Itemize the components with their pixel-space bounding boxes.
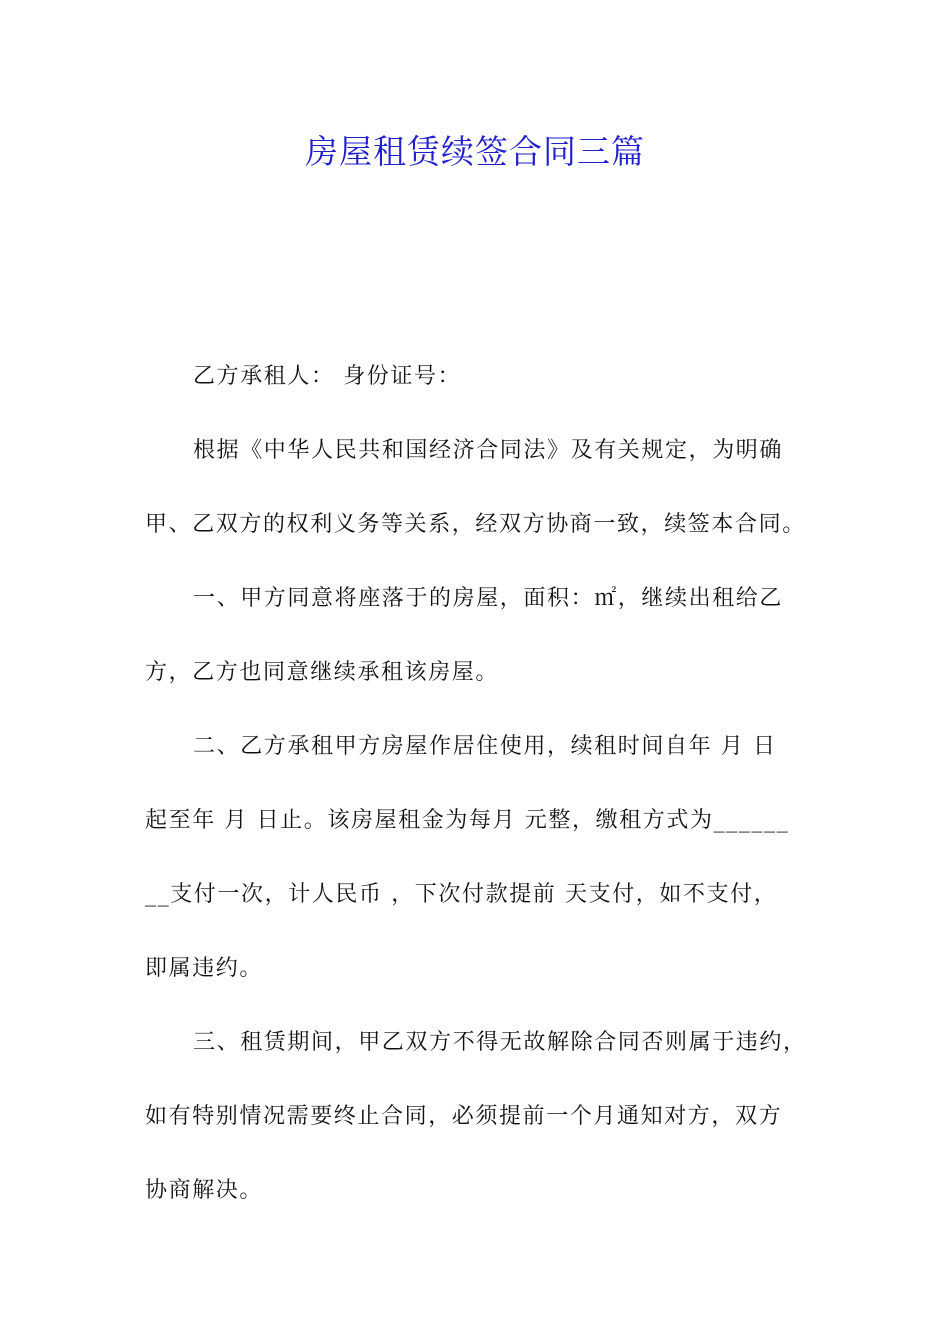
document-body	[145, 340, 810, 1228]
text-line-clause-1b: 方，乙方也同意继续承租该房屋。	[145, 660, 500, 685]
text-line-party-b: 乙方承租人： 身份证号：	[193, 364, 462, 389]
text-line-clause-1a: 一、甲方同意将座落于的房屋，面积：㎡，继续出租给乙	[193, 586, 784, 611]
text-line-clause-3c: 协商解决。	[145, 1178, 264, 1203]
text-line-clause-2b: 起至年 月 日止。该房屋租金为每月 元整，缴租方式为______	[145, 808, 790, 833]
text-line-clause-3b: 如有特别情况需要终止合同，必须提前一个月通知对方，双方	[145, 1104, 783, 1129]
text-line-preamble-1: 根据《中华人民共和国经济合同法》及有关规定，为明确	[193, 438, 784, 463]
text-line-clause-3a: 三、租赁期间，甲乙双方不得无故解除合同否则属于违约，	[193, 1030, 807, 1055]
text-line-clause-2a: 二、乙方承租甲方房屋作居住使用，续租时间自年 月 日	[193, 734, 777, 759]
document-title: 房屋租赁续签合同三篇	[305, 132, 645, 171]
text-line-clause-2c: __支付一次，计人民币 ，下次付款提前 天支付，如不支付，	[145, 882, 778, 907]
text-line-preamble-2: 甲、乙双方的权利义务等关系，经双方协商一致，续签本合同。	[145, 512, 806, 537]
text-line-clause-2d: 即属违约。	[145, 956, 264, 981]
